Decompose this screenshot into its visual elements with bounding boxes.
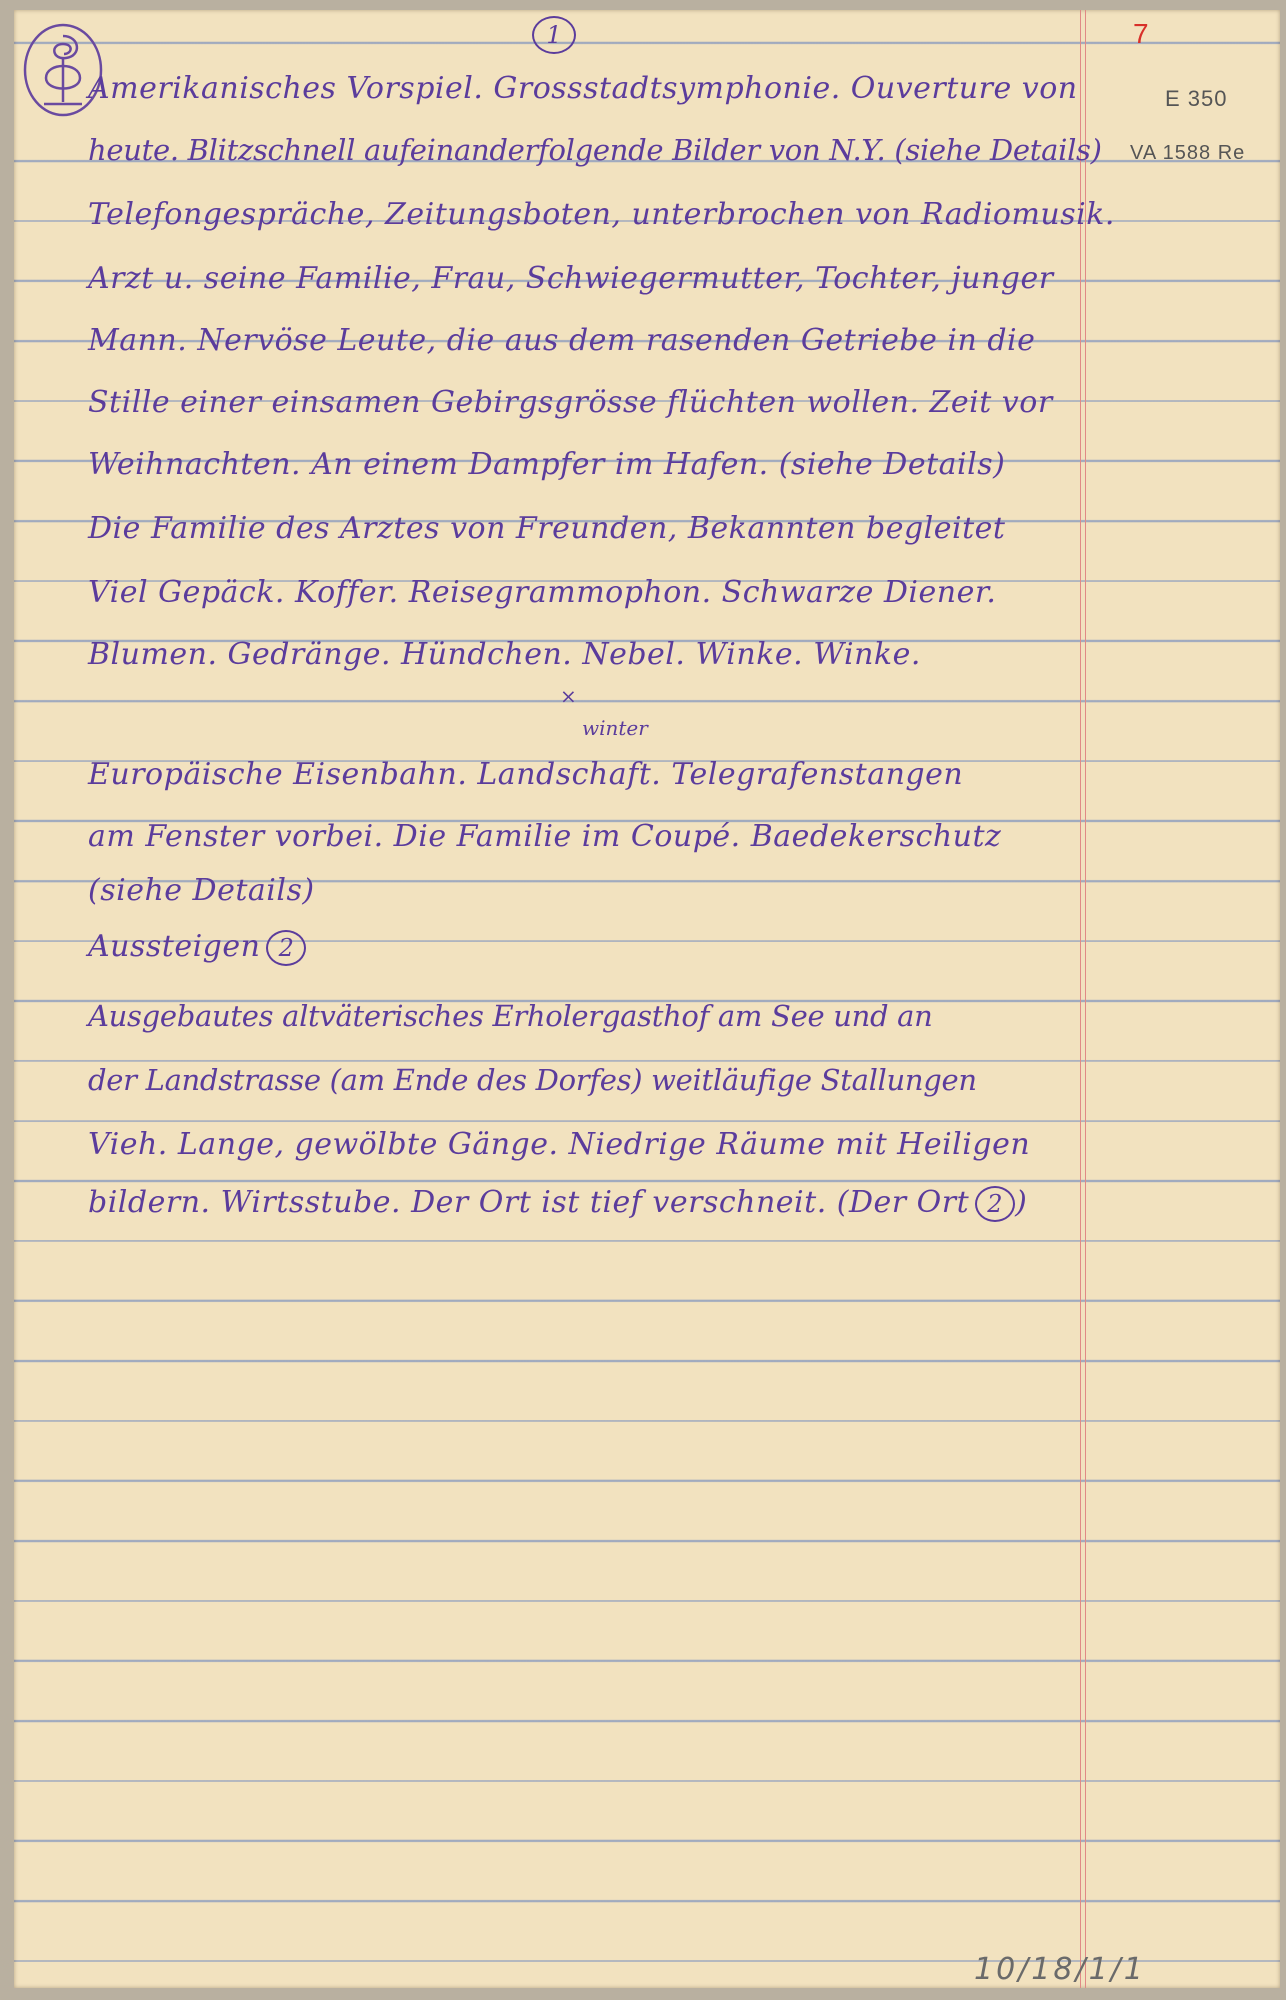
manuscript-line: am Fenster vorbei. Die Familie im Coupé. Baedekerschutz [88, 819, 1002, 854]
circled-reference: 2 [266, 930, 306, 966]
manuscript-line: Weihnachten. An einem Dampfer im Hafen. (siehe Details) [88, 447, 1006, 482]
archive-footer-number: 10/18/1/1 [974, 1952, 1146, 1987]
manuscript-line: Amerikanisches Vorspiel. Grossstadtsymphonie. Ouverture von [88, 71, 1078, 106]
manuscript-line-text: heute. Blitzschnell aufeinanderfolgende Bilder von N.Y. (siehe Details) [88, 133, 1102, 167]
manuscript-line: Ausgebautes altväterisches Erholergasthof am See und an [88, 999, 933, 1033]
manuscript-line: Europäische Eisenbahn. Landschaft. Telegrafenstangen [88, 757, 964, 792]
manuscript-line: Stille einer einsamen Gebirgsgrösse flüchten wollen. Zeit vor [88, 385, 1053, 420]
margin-line [1085, 10, 1086, 1988]
archive-red-number: 7 [1133, 18, 1149, 49]
insertion-mark: × [560, 684, 577, 708]
margin-line [1080, 10, 1081, 1988]
manuscript-line: Telefongespräche, Zeitungsboten, unterbrochen von Radiomusik. [88, 197, 1115, 232]
manuscript-line: Die Familie des Arztes von Freunden, Bekannten begleitet [88, 511, 1006, 546]
manuscript-line: Viel Gepäck. Koffer. Reisegrammophon. Schwarze Diener. [88, 575, 997, 610]
manuscript-line: Arzt u. seine Familie, Frau, Schwiegermutter, Tochter, junger [88, 261, 1054, 296]
manuscript-line: Blumen. Gedränge. Hündchen. Nebel. Winke. Winke. [88, 637, 921, 672]
archive-inventory-number: VA 1588 Re [1130, 142, 1246, 164]
manuscript-line: (siehe Details) [88, 873, 315, 908]
manuscript-line: Mann. Nervöse Leute, die aus dem rasenden Getriebe in die [88, 323, 1036, 358]
manuscript-line [88, 1186, 1088, 1222]
manuscript-line [88, 930, 1088, 966]
manuscript-line: Vieh. Lange, gewölbte Gänge. Niedrige Räume mit Heiligen [88, 1127, 1031, 1162]
circled-reference: 2 [975, 1186, 1015, 1222]
manuscript-line-text: bildern. Wirtsstube. Der Ort ist tief verschneit. (Der Ort [88, 1185, 970, 1220]
inserted-word: winter [582, 716, 648, 740]
manuscript-line [88, 133, 1102, 167]
archive-shelf-code: E 350 [1165, 86, 1228, 111]
page-number: 1 [532, 16, 576, 54]
manuscript-line: der Landstrasse (am Ende des Dorfes) weitläufige Stallungen [88, 1063, 977, 1097]
manuscript-line-text: Aussteigen [88, 929, 261, 964]
closing-paren: ) [1015, 1185, 1028, 1220]
